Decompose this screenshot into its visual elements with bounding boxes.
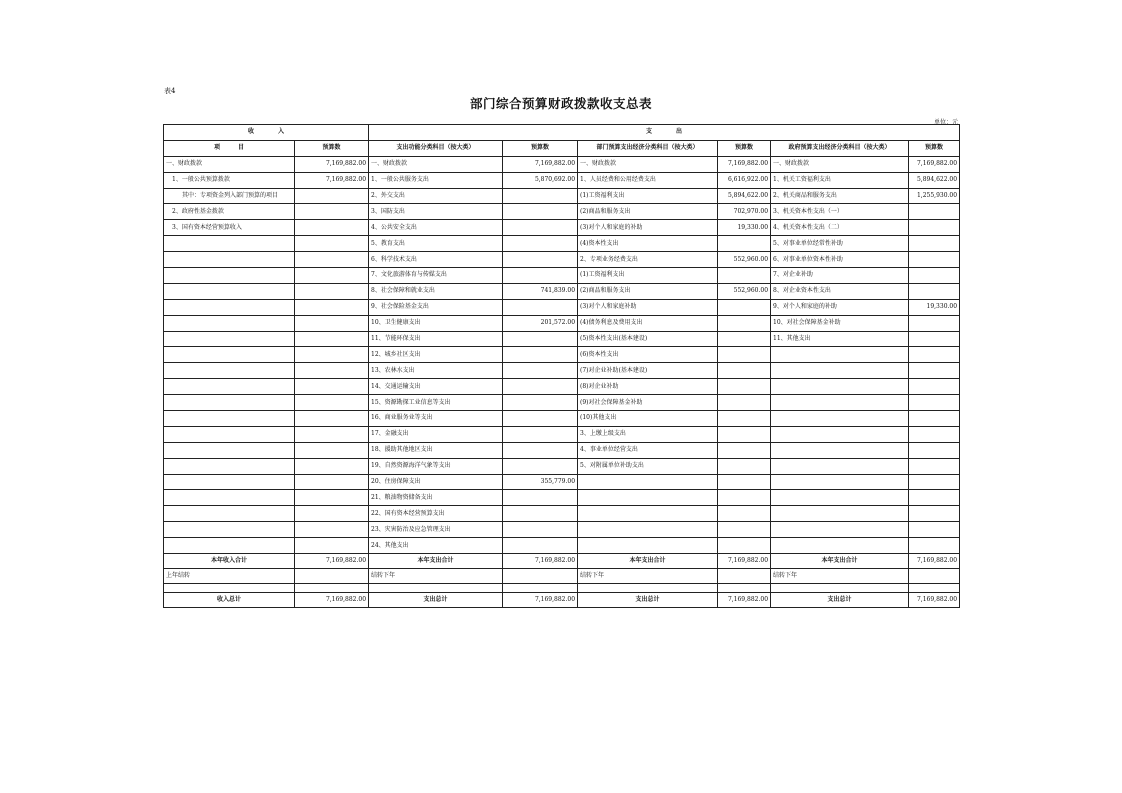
expense-total-label: 支出总计: [578, 593, 718, 608]
func-amount: [503, 442, 578, 458]
func-item: 7、文化旅游体育与传媒支出: [369, 268, 503, 284]
dept-econ-amount: [718, 458, 771, 474]
func-amount: [503, 363, 578, 379]
func-amount: [503, 236, 578, 252]
blank-cell: [369, 584, 503, 593]
dept-econ-amount: [718, 474, 771, 490]
func-amount: [503, 188, 578, 204]
budget-table: [163, 124, 960, 608]
table-row: [164, 172, 960, 188]
year-expense-amount: 7,169,882.00: [503, 554, 578, 569]
expense-total-label: 支出总计: [369, 593, 503, 608]
dept-econ-amount: [718, 331, 771, 347]
year-total-row: [164, 554, 960, 569]
table-row: [164, 363, 960, 379]
func-amount: [503, 538, 578, 554]
gov-econ-item: [771, 411, 909, 427]
income-item: [164, 395, 295, 411]
dept-econ-item: (1)工资福利支出: [578, 268, 718, 284]
income-total-label: 收入总计: [164, 593, 295, 608]
col-header-budget: 预算数: [503, 140, 578, 156]
gov-econ-item: [771, 538, 909, 554]
func-item: 5、教育支出: [369, 236, 503, 252]
gov-econ-item: [771, 474, 909, 490]
income-amount: [295, 411, 369, 427]
income-item: [164, 363, 295, 379]
grand-total-row: [164, 593, 960, 608]
gov-econ-item: 8、对企业资本性支出: [771, 283, 909, 299]
dept-econ-item: (5)资本性支出(基本建设): [578, 331, 718, 347]
income-amount: [295, 283, 369, 299]
dept-econ-item: [578, 522, 718, 538]
gov-econ-item: [771, 347, 909, 363]
dept-econ-amount: [718, 347, 771, 363]
func-item: 18、援助其他地区支出: [369, 442, 503, 458]
income-item: [164, 299, 295, 315]
gov-econ-amount: [909, 426, 960, 442]
income-amount: [295, 252, 369, 268]
func-item: 2、外交支出: [369, 188, 503, 204]
year-expense-amount: 7,169,882.00: [909, 554, 960, 569]
func-item: 3、国防支出: [369, 204, 503, 220]
func-item: 13、农林水支出: [369, 363, 503, 379]
func-item: 17、金融支出: [369, 426, 503, 442]
func-amount: [503, 411, 578, 427]
func-amount: 5,870,692.00: [503, 172, 578, 188]
income-amount: [295, 188, 369, 204]
dept-econ-item: 2、专项业务经费支出: [578, 252, 718, 268]
gov-econ-item: 6、对事业单位资本性补助: [771, 252, 909, 268]
income-item: [164, 379, 295, 395]
income-amount: [295, 379, 369, 395]
func-item: 23、灾害防治及应急管理支出: [369, 522, 503, 538]
gov-econ-item: [771, 442, 909, 458]
gov-econ-item: 7、对企业补助: [771, 268, 909, 284]
dept-econ-amount: [718, 411, 771, 427]
income-amount: 7,169,882.00: [295, 156, 369, 172]
gov-econ-amount: 5,894,622.00: [909, 172, 960, 188]
prev-balance-amount: [295, 569, 369, 584]
dept-econ-item: (3)对个人和家庭补助: [578, 299, 718, 315]
func-amount: [503, 379, 578, 395]
blank-row: [164, 584, 960, 593]
dept-econ-amount: [718, 426, 771, 442]
table-row: [164, 411, 960, 427]
gov-econ-amount: [909, 379, 960, 395]
dept-econ-item: (7)对企业补助(基本建设): [578, 363, 718, 379]
func-item: 4、公共安全支出: [369, 220, 503, 236]
carry-forward-amount: [909, 569, 960, 584]
income-amount: [295, 522, 369, 538]
gov-econ-item: 1、机关工资福利支出: [771, 172, 909, 188]
income-item: 其中：专项资金列入部门预算的项目: [164, 188, 295, 204]
dept-econ-amount: 552,960.00: [718, 252, 771, 268]
gov-econ-amount: [909, 506, 960, 522]
income-item: 1、一般公共预算拨款: [164, 172, 295, 188]
income-header: 收 入: [164, 125, 369, 141]
dept-econ-amount: [718, 442, 771, 458]
income-item: [164, 315, 295, 331]
income-item: [164, 252, 295, 268]
gov-econ-amount: 7,169,882.00: [909, 156, 960, 172]
income-item: [164, 236, 295, 252]
dept-econ-amount: [718, 506, 771, 522]
income-item: [164, 442, 295, 458]
table-row: [164, 331, 960, 347]
blank-cell: [164, 584, 295, 593]
func-amount: [503, 347, 578, 363]
table-row: [164, 299, 960, 315]
unit-label: 单位：元: [933, 119, 958, 126]
dept-econ-item: (2)商品和服务支出: [578, 283, 718, 299]
carry-forward-amount: [718, 569, 771, 584]
income-item: [164, 283, 295, 299]
carry-forward-label: 结转下年: [771, 569, 909, 584]
table-row: [164, 347, 960, 363]
dept-econ-item: (6)资本性支出: [578, 347, 718, 363]
gov-econ-amount: 19,330.00: [909, 299, 960, 315]
year-expense-label: 本年支出合计: [578, 554, 718, 569]
header-row-main: [164, 125, 960, 141]
gov-econ-amount: [909, 458, 960, 474]
func-item: 20、住房保障支出: [369, 474, 503, 490]
income-item: [164, 474, 295, 490]
func-amount: [503, 522, 578, 538]
prev-balance-label: 上年结转: [164, 569, 295, 584]
page-title: 部门综合预算财政拨款收支总表: [469, 96, 652, 111]
dept-econ-amount: [718, 538, 771, 554]
func-amount: [503, 395, 578, 411]
col-header-func: 支出功能分类科目（按大类）: [369, 140, 503, 156]
gov-econ-amount: [909, 283, 960, 299]
dept-econ-amount: [718, 268, 771, 284]
income-item: [164, 411, 295, 427]
income-item: 2、政府性基金拨款: [164, 204, 295, 220]
income-amount: [295, 363, 369, 379]
gov-econ-item: 2、机关商品和服务支出: [771, 188, 909, 204]
blank-cell: [578, 584, 718, 593]
func-item: 8、社会保障和就业支出: [369, 283, 503, 299]
table-row: [164, 268, 960, 284]
income-item: [164, 426, 295, 442]
gov-econ-amount: [909, 411, 960, 427]
func-item: 19、自然资源海洋气象等支出: [369, 458, 503, 474]
table-row: [164, 220, 960, 236]
table-row: [164, 490, 960, 506]
income-amount: [295, 506, 369, 522]
expense-total-amount: 7,169,882.00: [503, 593, 578, 608]
gov-econ-item: [771, 426, 909, 442]
gov-econ-amount: [909, 204, 960, 220]
func-amount: 7,169,882.00: [503, 156, 578, 172]
func-item: 14、交通运输支出: [369, 379, 503, 395]
dept-econ-amount: [718, 522, 771, 538]
gov-econ-amount: [909, 236, 960, 252]
func-amount: [503, 458, 578, 474]
carry-forward-amount: [503, 569, 578, 584]
dept-econ-item: 一、财政拨款: [578, 156, 718, 172]
func-item: 11、节能环保支出: [369, 331, 503, 347]
dept-econ-amount: 7,169,882.00: [718, 156, 771, 172]
gov-econ-item: [771, 395, 909, 411]
dept-econ-amount: [718, 395, 771, 411]
income-amount: [295, 347, 369, 363]
gov-econ-item: 一、财政拨款: [771, 156, 909, 172]
gov-econ-amount: [909, 315, 960, 331]
col-header-item: 项 目: [164, 140, 295, 156]
dept-econ-amount: 19,330.00: [718, 220, 771, 236]
year-expense-label: 本年支出合计: [771, 554, 909, 569]
dept-econ-item: (9)对社会保障基金补助: [578, 395, 718, 411]
gov-econ-item: [771, 522, 909, 538]
income-amount: [295, 299, 369, 315]
func-amount: [503, 268, 578, 284]
income-item: 3、国有资本经营预算收入: [164, 220, 295, 236]
income-amount: [295, 220, 369, 236]
table-row: [164, 458, 960, 474]
dept-econ-item: [578, 474, 718, 490]
gov-econ-amount: [909, 220, 960, 236]
func-item: 15、资源勘探工业信息等支出: [369, 395, 503, 411]
year-expense-label: 本年支出合计: [369, 554, 503, 569]
gov-econ-item: 10、对社会保障基金补助: [771, 315, 909, 331]
dept-econ-item: (3)对个人和家庭的补助: [578, 220, 718, 236]
dept-econ-amount: 552,960.00: [718, 283, 771, 299]
expense-total-amount: 7,169,882.00: [909, 593, 960, 608]
func-item: 10、卫生健康支出: [369, 315, 503, 331]
income-amount: [295, 395, 369, 411]
col-header-budget: 预算数: [718, 140, 771, 156]
table-row: [164, 426, 960, 442]
income-amount: [295, 458, 369, 474]
dept-econ-amount: 6,616,922.00: [718, 172, 771, 188]
gov-econ-item: 4、机关资本性支出（二）: [771, 220, 909, 236]
gov-econ-item: 11、其他支出: [771, 331, 909, 347]
income-item: [164, 458, 295, 474]
dept-econ-amount: [718, 363, 771, 379]
gov-econ-amount: [909, 474, 960, 490]
dept-econ-item: (10)其他支出: [578, 411, 718, 427]
col-header-dept-econ: 部门预算支出经济分类科目（按大类）: [578, 140, 718, 156]
gov-econ-amount: [909, 268, 960, 284]
gov-econ-item: [771, 506, 909, 522]
gov-econ-item: [771, 363, 909, 379]
table-row: [164, 379, 960, 395]
carry-forward-label: 结转下年: [369, 569, 503, 584]
func-item: 21、粮油物资储备支出: [369, 490, 503, 506]
func-amount: 201,572.00: [503, 315, 578, 331]
dept-econ-item: [578, 506, 718, 522]
dept-econ-item: (2)商品和服务支出: [578, 204, 718, 220]
year-income-amount: 7,169,882.00: [295, 554, 369, 569]
gov-econ-item: [771, 458, 909, 474]
func-item: 6、科学技术支出: [369, 252, 503, 268]
gov-econ-amount: [909, 538, 960, 554]
col-header-budget: 预算数: [909, 140, 960, 156]
gov-econ-amount: [909, 395, 960, 411]
table-row: [164, 236, 960, 252]
dept-econ-item: 1、人员经费和公用经费支出: [578, 172, 718, 188]
table-label: 表4: [164, 87, 176, 95]
income-item: [164, 331, 295, 347]
table-row: [164, 204, 960, 220]
income-amount: [295, 490, 369, 506]
table-row: [164, 315, 960, 331]
income-item: [164, 538, 295, 554]
year-expense-amount: 7,169,882.00: [718, 554, 771, 569]
col-header-gov-econ: 政府预算支出经济分类科目（按大类）: [771, 140, 909, 156]
table-row: [164, 522, 960, 538]
func-amount: [503, 426, 578, 442]
income-amount: 7,169,882.00: [295, 172, 369, 188]
func-item: 24、其他支出: [369, 538, 503, 554]
income-amount: [295, 442, 369, 458]
dept-econ-item: 5、对附属单位补助支出: [578, 458, 718, 474]
income-item: [164, 268, 295, 284]
dept-econ-item: 3、上缴上级支出: [578, 426, 718, 442]
func-amount: [503, 331, 578, 347]
func-amount: [503, 204, 578, 220]
blank-cell: [295, 584, 369, 593]
dept-econ-amount: 5,894,622.00: [718, 188, 771, 204]
income-item: [164, 506, 295, 522]
dept-econ-item: (8)对企业补助: [578, 379, 718, 395]
gov-econ-amount: [909, 522, 960, 538]
func-amount: [503, 220, 578, 236]
func-item: 16、商业服务业等支出: [369, 411, 503, 427]
func-item: 1、一般公共服务支出: [369, 172, 503, 188]
income-item: [164, 522, 295, 538]
gov-econ-amount: [909, 331, 960, 347]
dept-econ-item: (1)工资福利支出: [578, 188, 718, 204]
table-row: [164, 474, 960, 490]
dept-econ-item: (4)资本性支出: [578, 236, 718, 252]
income-item: 一、财政拨款: [164, 156, 295, 172]
gov-econ-item: [771, 490, 909, 506]
dept-econ-amount: [718, 299, 771, 315]
expense-total-label: 支出总计: [771, 593, 909, 608]
blank-cell: [503, 584, 578, 593]
func-amount: 355,779.00: [503, 474, 578, 490]
func-item: 9、社会保险基金支出: [369, 299, 503, 315]
blank-cell: [771, 584, 909, 593]
func-amount: 741,839.00: [503, 283, 578, 299]
gov-econ-amount: [909, 363, 960, 379]
dept-econ-item: [578, 490, 718, 506]
gov-econ-item: 5、对事业单位经常性补助: [771, 236, 909, 252]
table-row: [164, 283, 960, 299]
table-row: [164, 252, 960, 268]
gov-econ-item: 9、对个人和家庭的补助: [771, 299, 909, 315]
dept-econ-amount: [718, 315, 771, 331]
income-item: [164, 347, 295, 363]
carry-forward-label: 结转下年: [578, 569, 718, 584]
col-header-budget: 预算数: [295, 140, 369, 156]
func-amount: [503, 299, 578, 315]
income-amount: [295, 236, 369, 252]
table-row: [164, 506, 960, 522]
func-amount: [503, 490, 578, 506]
income-amount: [295, 474, 369, 490]
income-amount: [295, 268, 369, 284]
gov-econ-amount: [909, 442, 960, 458]
func-amount: [503, 252, 578, 268]
income-amount: [295, 538, 369, 554]
gov-econ-amount: [909, 490, 960, 506]
dept-econ-amount: 702,970.00: [718, 204, 771, 220]
table-row: [164, 538, 960, 554]
header-row-columns: [164, 140, 960, 156]
func-amount: [503, 506, 578, 522]
table-row: [164, 442, 960, 458]
gov-econ-amount: 1,255,930.00: [909, 188, 960, 204]
dept-econ-amount: [718, 379, 771, 395]
income-total-amount: 7,169,882.00: [295, 593, 369, 608]
table-row: [164, 156, 960, 172]
carry-row: [164, 569, 960, 584]
dept-econ-amount: [718, 490, 771, 506]
dept-econ-item: 4、事业单位经营支出: [578, 442, 718, 458]
gov-econ-amount: [909, 252, 960, 268]
blank-cell: [909, 584, 960, 593]
dept-econ-item: (4)债务利息及费用支出: [578, 315, 718, 331]
gov-econ-amount: [909, 347, 960, 363]
income-amount: [295, 426, 369, 442]
year-income-label: 本年收入合计: [164, 554, 295, 569]
income-item: [164, 490, 295, 506]
income-amount: [295, 315, 369, 331]
expense-total-amount: 7,169,882.00: [718, 593, 771, 608]
func-item: 12、城乡社区支出: [369, 347, 503, 363]
income-amount: [295, 331, 369, 347]
blank-cell: [718, 584, 771, 593]
income-amount: [295, 204, 369, 220]
gov-econ-item: 3、机关资本性支出（一）: [771, 204, 909, 220]
table-row: [164, 395, 960, 411]
func-item: 22、国有资本经营预算支出: [369, 506, 503, 522]
dept-econ-item: [578, 538, 718, 554]
expense-header: 支 出: [369, 125, 960, 141]
func-item: 一、财政拨款: [369, 156, 503, 172]
table-row: [164, 188, 960, 204]
dept-econ-amount: [718, 236, 771, 252]
gov-econ-item: [771, 379, 909, 395]
